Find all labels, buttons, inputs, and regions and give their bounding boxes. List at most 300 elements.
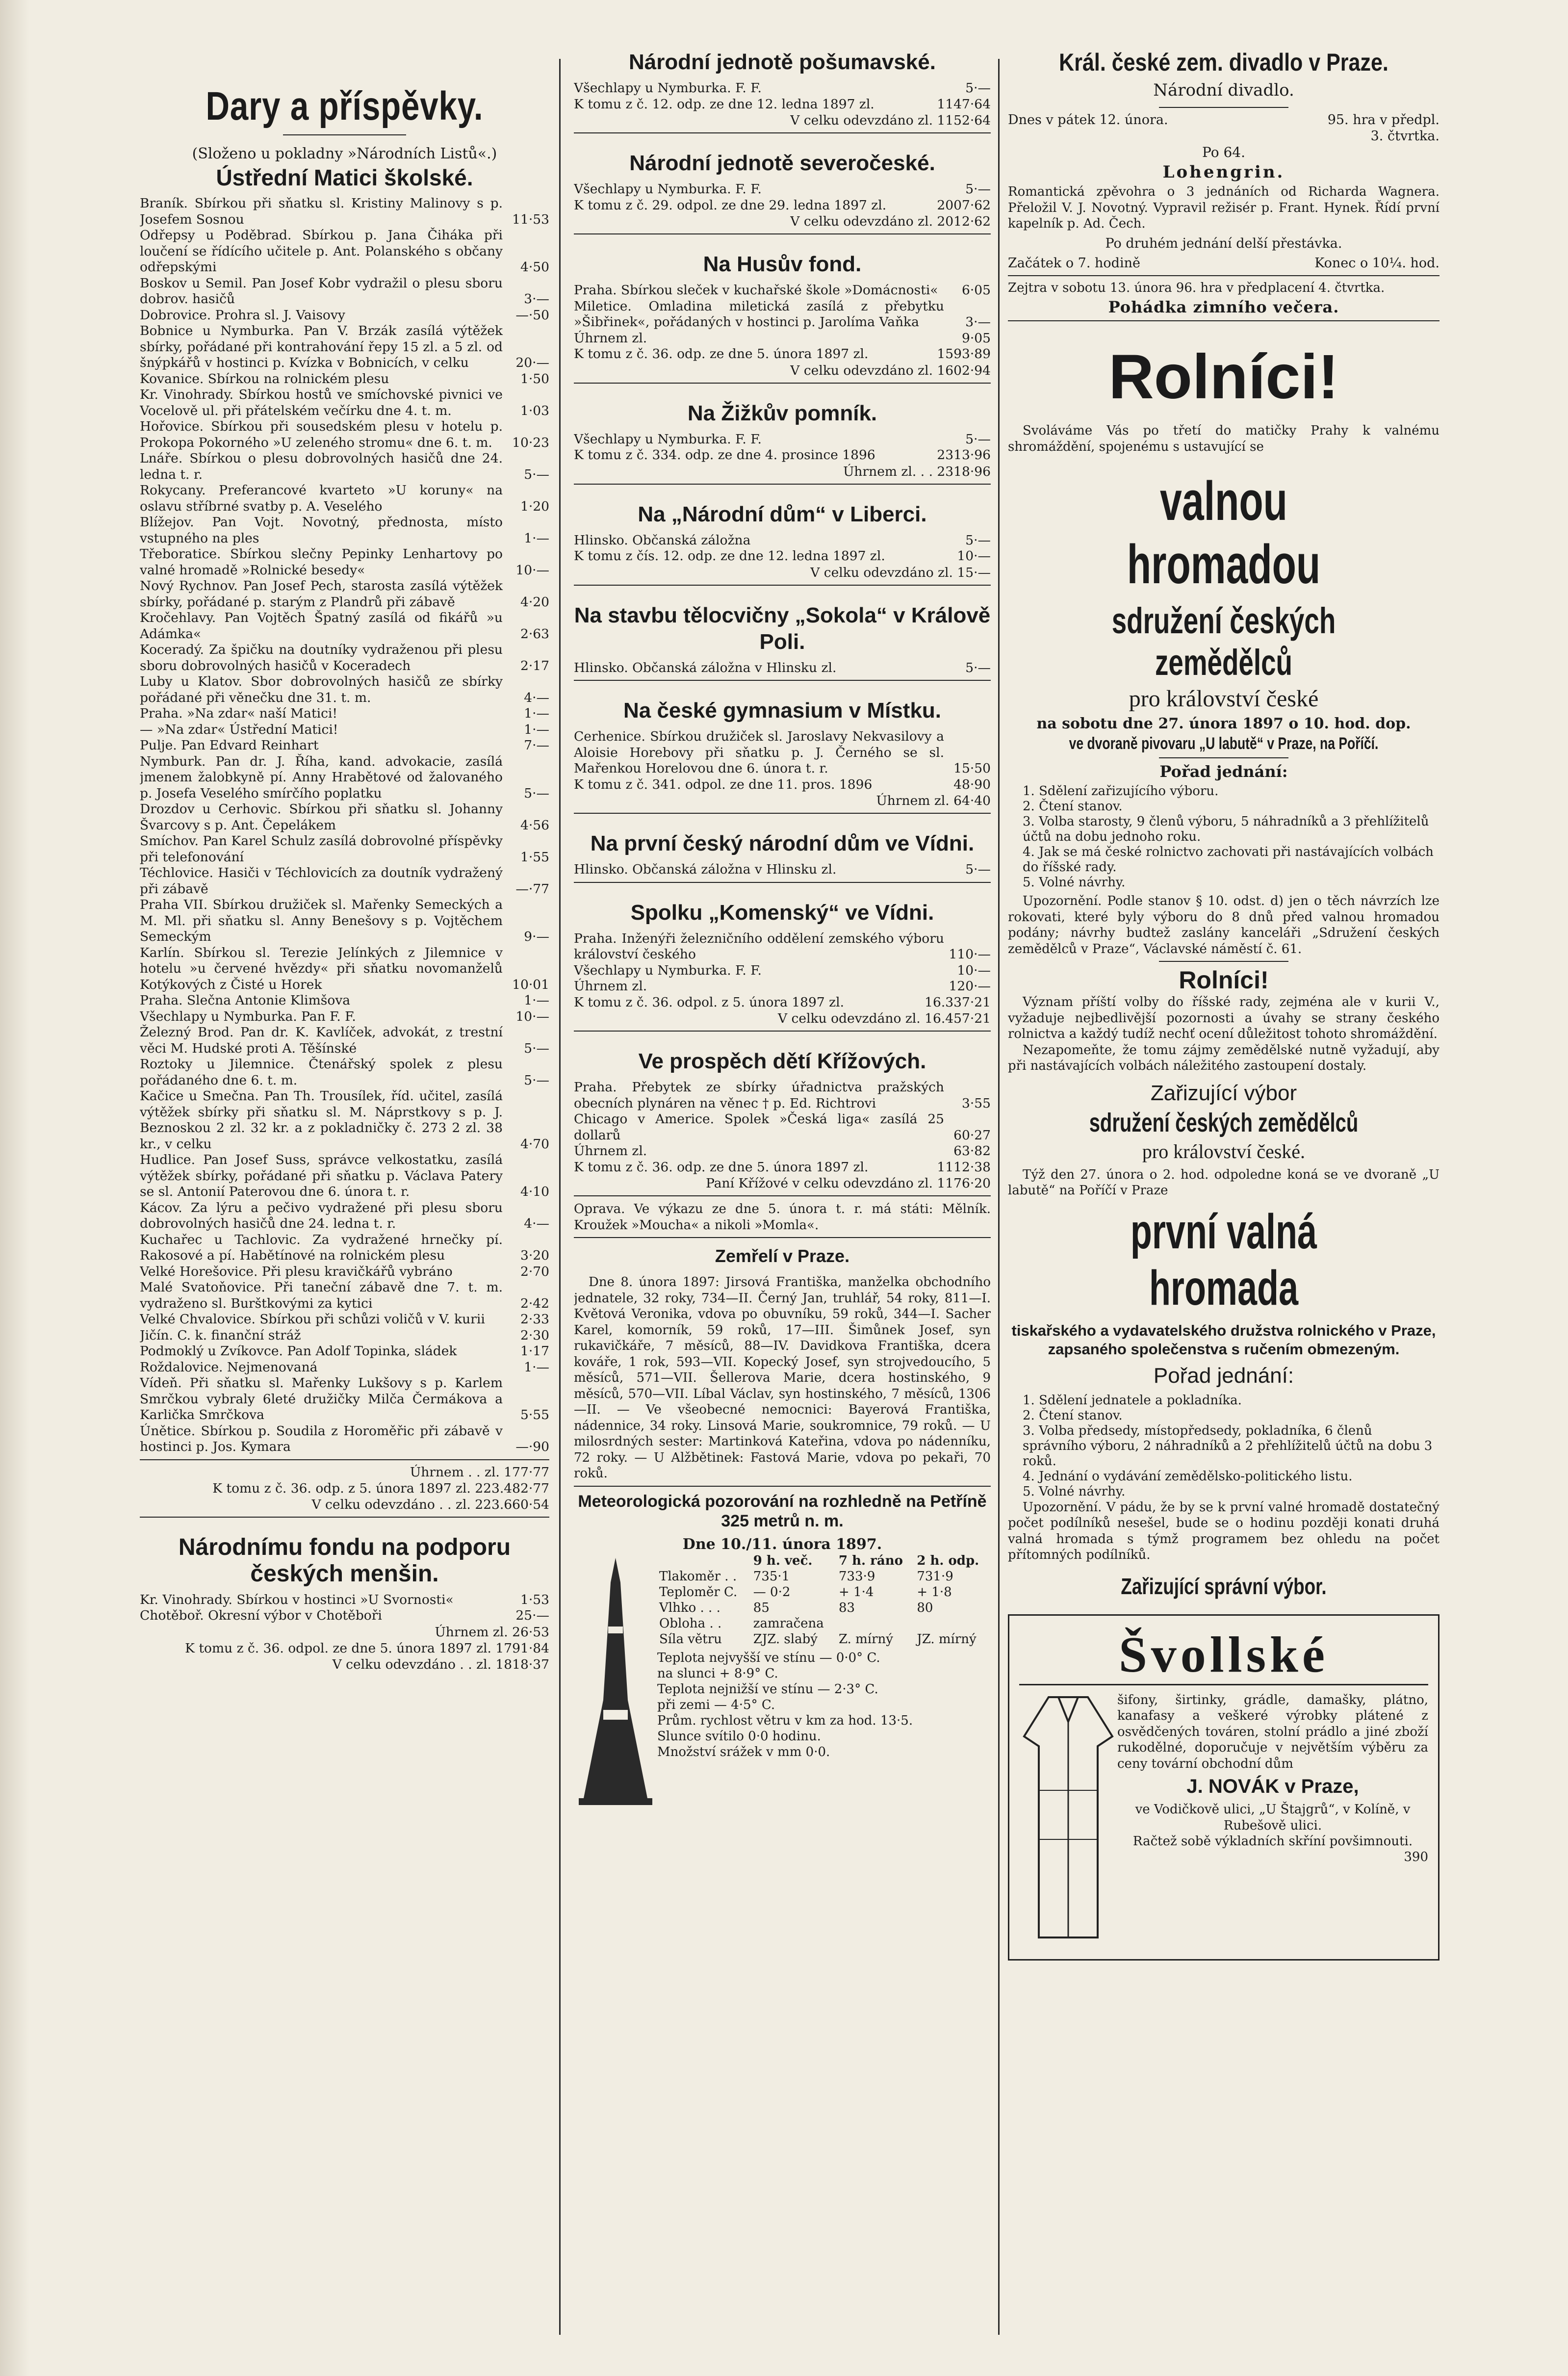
entry-text: Všechlapy u Nymburka. F. F. [574, 181, 762, 197]
fund-title: Na první český národní dům ve Vídni. [590, 831, 975, 855]
donation-entry [140, 1057, 549, 1088]
entry-text: Praha VII. Sbírkou družiček sl. Mařenky Semeckých a M. Ml. při sňatku sl. Anny Benešovy s p. Vojtěchem Semeckým [140, 897, 503, 944]
entry-text: Všechlapy u Nymburka. F. F. [574, 962, 762, 978]
shirt-icon [1019, 1692, 1117, 1947]
donation-entry [574, 331, 991, 347]
donation-entry [140, 1200, 549, 1232]
donation-entry [140, 897, 549, 945]
divider [140, 1517, 549, 1518]
entry-amount: 9·— [524, 929, 549, 944]
entry-amount: —·77 [515, 881, 549, 897]
donation-entry [574, 181, 991, 198]
donation-entry [140, 578, 549, 610]
kingdom-line: pro království české [1129, 686, 1319, 712]
play-note: Po druhém jednání delší přestávka. [1105, 235, 1342, 251]
donation-entry [140, 833, 549, 865]
fund-blocks [574, 49, 991, 1196]
association-headline: sdružení českých zemědělců [1111, 600, 1336, 683]
divider [1159, 107, 1288, 108]
donation-entry [574, 80, 991, 97]
entry-amount: 5·— [965, 80, 991, 96]
donation-entry [140, 387, 549, 419]
meteo-cell: Teploměr C. [659, 1584, 738, 1600]
meteo-cell: Síla větru [659, 1631, 722, 1647]
program-item: 2. Čtení stanov. [1023, 1408, 1123, 1423]
entry-amount: 60·27 [953, 1127, 991, 1143]
entry-text: K tomu z č. 334. odp. ze dne 4. prosince 1896 [574, 447, 875, 463]
meteo-cell: Vlhko . . . [659, 1600, 720, 1615]
entry-amount: 3·— [965, 314, 991, 330]
entry-amount: 2·33 [520, 1312, 549, 1327]
first-meeting-headline: první valná hromada [1130, 1204, 1317, 1316]
entry-text: Úhrnem zl. [574, 330, 647, 346]
donation-entry [574, 1160, 991, 1176]
entry-amount: 4·10 [520, 1184, 549, 1199]
program-item: 4. Jak se má české rolnictvo zachovati při nastávajících volbách do říšské rady. [1023, 845, 1434, 875]
donation-entry [140, 706, 549, 722]
entry-amount: 10·23 [512, 435, 549, 450]
divider [574, 680, 991, 681]
program-item: 4. Jednání o vydávání zemědělsko-politického listu. [1023, 1469, 1353, 1484]
entry-text: Praha. Sbírkou sleček v kuchařské škole »Domácnosti« [574, 283, 938, 298]
divider [574, 132, 991, 133]
novak-advert [1008, 1614, 1439, 1961]
advert-text-wrap [1117, 1692, 1428, 1949]
general-meeting-headline: valnou hromadou [1127, 470, 1321, 595]
entry-text: Nymburk. Pan dr. J. Říha, kand. advokacie, zasílá jmenem žalobkyně pí. Anny Hrabětové od žalovaného p. Josefa Veselého smírčího poplatku [140, 753, 503, 801]
donation-entry [140, 722, 549, 738]
entry-text: Kročehlavy. Pan Vojtěch Špatný zasílá od fikářů »u Adámka« [140, 610, 503, 642]
theater-number: Po 64. [1202, 144, 1245, 160]
theater-date-row [1008, 112, 1439, 144]
divider [574, 1195, 991, 1196]
divider [1159, 757, 1288, 758]
entry-amount: 15·50 [953, 761, 991, 776]
meteo-extra-line: na slunci + 8·9° C. [657, 1666, 778, 1681]
entry-amount: 1·— [524, 530, 549, 546]
program2-list [1008, 1393, 1439, 1499]
divider [1159, 961, 1288, 962]
entry-amount: 5·— [524, 785, 549, 801]
donation-entry [574, 533, 991, 549]
entry-amount: 120·— [949, 979, 991, 994]
play-title: Lohengrin. [1162, 162, 1285, 182]
entry-amount: 1·20 [520, 498, 549, 514]
entry-amount: 1·55 [520, 849, 549, 865]
meteo-extra-line: Teplota nejvyšší ve stínu — 0·0° C. [657, 1650, 880, 1665]
program-list [1008, 784, 1439, 890]
fund-title: Národní jednotě pošumavské. [629, 50, 936, 74]
entry-text: Hudlice. Pan Josef Suss, správce velkostatku, zasílá výtěžek sbírky, pořádané při sňatku p. Václava Patery se sl. Antonií Paterovou dne 6. února t. r. [140, 1152, 503, 1199]
entry-text: Třeboratice. Sbírkou slečny Pepinky Lenhartovy po valné hromadě »Rolnické besedy« [140, 546, 503, 578]
meteo-extra-line: Prům. rychlost větru v km za hod. 13·5. [657, 1713, 913, 1728]
donation-entry [574, 1080, 991, 1111]
entry-amount: 1·03 [520, 403, 549, 418]
donation-entry [574, 447, 991, 464]
end-time: Konec o 10¼. hod. [1314, 255, 1439, 271]
entry-amount: 2·42 [520, 1295, 549, 1311]
entry-text: Velké Chvalovice. Sbírkou při schůzi voličů v V. kurii [140, 1312, 485, 1327]
donation-entry [574, 97, 991, 113]
entry-amount: 2·17 [520, 658, 549, 673]
donation-entry [140, 801, 549, 833]
entry-text: Hlinsko. Občanská záložna v Hlinsku zl. [574, 862, 837, 877]
sum-line: K tomu z č. 36. odpol. ze dne 5. února 1897 zl. 1791·84 [185, 1640, 549, 1656]
divider [574, 383, 991, 384]
entry-amount: 1·53 [520, 1592, 549, 1607]
entry-amount: 4·50 [520, 259, 549, 275]
entry-text: Boskov u Semil. Pan Josef Kobr vydražil o plesu sboru dobrov. hasičů [140, 275, 503, 307]
donation-entry [140, 738, 549, 754]
fund-sum: V celku odevzdáno zl. 2012·62 [790, 214, 991, 229]
meteo-extra-line: při zemi — 4·5° C. [657, 1697, 775, 1712]
donation-entry [140, 419, 549, 451]
donation-entry [140, 451, 549, 483]
entry-text: Karlín. Sbírkou sl. Terezie Jelínkých z Jilemnice v hotelu »u červené hvězdy« při sňatku novomanželů Kotýkových z Čisté u Horek [140, 945, 503, 992]
fund-title: Na „Národní dům“ v Liberci. [638, 502, 927, 526]
entry-text: Kačice u Smečna. Pan Th. Trousílek, říd. učitel, zasílá výtěžek sbírky při sňatku sl. M. Náprstkovy s p. J. Beznoskou 2 zl. 32 kr. a z pokladničky č. 273 2 zl. 38 kr., v celku [140, 1088, 503, 1152]
entry-text: Všechlapy u Nymburka. F. F. [574, 431, 762, 447]
entry-amount: 4·— [524, 1216, 549, 1231]
tower-illustration [574, 1553, 657, 1810]
entry-amount: —·90 [515, 1439, 549, 1454]
entry-amount: 1147·64 [937, 96, 991, 112]
entry-amount: 3·— [524, 291, 549, 307]
donation-entry [140, 1608, 549, 1624]
fund-sum: V celku odevzdáno zl. 16.457·21 [777, 1011, 991, 1026]
association-signature: sdružení českých zemědělců [1089, 1108, 1359, 1137]
fund-sum: Paní Křížové v celku odevzdáno zl. 1176·20 [706, 1176, 991, 1191]
donation-entry [140, 1328, 549, 1344]
meteo-row [657, 1584, 991, 1600]
entry-text: Velké Horešovice. Při plesu kravičkářů vybráno [140, 1264, 453, 1279]
entry-amount: 2007·62 [937, 197, 991, 213]
donation-entry [574, 979, 991, 995]
advert-number: 390 [1404, 1849, 1428, 1864]
donation-entry [574, 299, 991, 331]
fund-title: Na Žižkův pomník. [687, 401, 877, 425]
fund-title: Spolku „Komenský“ ve Vídni. [630, 900, 934, 925]
donation-entry [574, 963, 991, 979]
fund-title: Na stavbu tělocvičny „Sokola“ v Králově Poli. [574, 603, 991, 654]
theater-date: Dnes v pátek 12. února. [1008, 112, 1168, 128]
meteo-cell [837, 1616, 915, 1631]
entry-amount: 5·55 [520, 1407, 549, 1422]
meteo-head-cell [657, 1553, 751, 1569]
entry-text: Chicago v Americe. Spolek »Česká liga« zasílá 25 dollarů [574, 1111, 944, 1143]
entry-amount: 5·— [965, 431, 991, 447]
meteo-row [657, 1569, 991, 1584]
deaths-text: Dne 8. února 1897: Jirsová Františka, manželka obchodního jednatele, 32 roky, 734—II. Černý Jan, truhlář, 54 roky, 811—I. Květová Veronika, vdova po obuvníku, 59 roků, 344—I. Sacher Karel, komorník, 59 roků, 17—III. Šimůnek Josef, syn rukavičkáře, 7 měsíců, 88—IV. Davidkova Františka, dcera kováře, 1 rok, 593—VII. Kopecký Josef, syn strojvedoucího, 5 měsíců, 571—VII. Šellerova Marie, dcera hostinského, 9 měsíců, 570—VII. Líbal Václav, syn hostinského, 7 měsíců, 1306—II. — Ve všeobecné nemocnici: Bayerová Františka, nádennice, 34 roky. Linsová Marie, soukromnice, 79 roků. — U milosrdných sester: Martinková Kateřina, vdova po nádenníku, 72 roky. — U Alžbětinek: Fastová Marie, vdova po pekaři, 70 roků. [574, 1275, 991, 1481]
shirt-illustration [1019, 1692, 1117, 1949]
entry-amount: 10·— [957, 548, 991, 564]
notice2-text: Upozornění. V pádu, že by se k první valné hromadě dostatečný počet podílníků nesešel, bude se o hodinu později konati druhá valná hromada s týmž programem bez ohledu na počet přítomných podílníků. [1008, 1499, 1439, 1562]
donation-entry [574, 283, 991, 299]
entry-text: Roždalovice. Nejmenovaná [140, 1359, 318, 1375]
fund-sum: V celku odevzdáno zl. 15·— [810, 565, 991, 580]
entry-text: Koceradý. Za špičku na doutníky vydraženou při plesu sboru dobrovolných hasičů v Koceradech [140, 642, 503, 673]
entry-text: Praha. Inženýři železničního oddělení zemského výboru království českého [574, 930, 944, 962]
entry-text: K tomu z č. 36. odp. ze dne 5. února 1897 zl. [574, 346, 869, 362]
donation-list [140, 1592, 549, 1624]
donation-entry [574, 346, 991, 362]
donation-entry [574, 548, 991, 565]
call-text: Svoláváme Vás po třetí do matičky Prahy k valnému shromáždění, spojenému s ustavující se [1008, 423, 1439, 454]
entry-amount: 10·— [957, 962, 991, 978]
donation-entry [140, 1375, 549, 1423]
meteo-cell: 83 [839, 1600, 855, 1615]
entry-amount: 5·— [965, 532, 991, 548]
entry-text: Kuchařec u Tachlovic. Za vydražené hrnečky pí. Rakosové a pí. Habětínové na rolnickém plesu [140, 1232, 503, 1263]
entry-text: Podmoklý u Zvíkovce. Pan Adolf Topinka, sládek [140, 1343, 457, 1359]
section-title: Národnímu fondu na podporu českých menšin. [178, 1534, 511, 1587]
donation-entry [140, 1280, 549, 1312]
entry-amount: 4·— [524, 690, 549, 705]
entry-text: Blížejov. Pan Vojt. Novotný, přednosta, místo vstupného na ples [140, 515, 503, 546]
program-item: 2. Čtení stanov. [1023, 799, 1123, 814]
meteo-cell: 80 [917, 1600, 933, 1615]
meteo-head-cell: 7 h. ráno [839, 1553, 903, 1568]
entry-text: Kácov. Za lýru a pečivo vydražené při plesu sboru dobrovolných hasičů dne 24. ledna t. r. [140, 1200, 503, 1231]
entry-amount: 5·— [965, 181, 991, 197]
donation-entry [140, 1312, 549, 1328]
meteo-cell: JZ. mírný [917, 1631, 977, 1647]
same-day-text: Týž den 27. února o 2. hod. odpoledne koná se ve dvoraně „U labutě“ na Poříčí v Praze [1008, 1167, 1439, 1198]
divider [574, 813, 991, 814]
divider [1008, 275, 1439, 276]
entry-text: Kovanice. Sbírkou na rolnickém plesu [140, 371, 389, 387]
entry-amount: 4·70 [520, 1136, 549, 1152]
entry-text: Lnáře. Sbírkou o plesu dobrovolných hasičů dne 24. ledna t. r. [140, 451, 503, 482]
meteo-title: Meteorologická pozorování na rozhledně na Petříně 325 metrů n. m. [578, 1492, 987, 1530]
donation-entry [574, 660, 991, 676]
entry-text: K tomu z č. 29. odpol. ze dne 29. ledna 1897 zl. [574, 197, 887, 213]
program-item: 1. Sdělení zařizujícího výboru. [1023, 784, 1219, 799]
farmers-headline: Rolníci! [1108, 342, 1339, 412]
advert-company: J. NOVÁK v Praze, [1186, 1776, 1359, 1797]
fund-title: Na Husův fond. [703, 252, 862, 276]
meteo-row [657, 1631, 991, 1647]
entry-amount: 1·— [524, 1359, 549, 1375]
cooperative-text: tiskařského a vydavatelského družstva rolnického v Praze, zapsaného společenstva s ručením obmezeným. [1011, 1321, 1436, 1358]
column-donations [140, 49, 549, 2345]
page-edge [0, 0, 29, 2376]
entry-text: Rokycany. Preferancové kvarteto »U koruny« na oslavu stříbrné svatby p. A. Veselého [140, 483, 503, 514]
entry-amount: —·50 [515, 307, 549, 323]
meteo-cell: 85 [753, 1600, 770, 1615]
meteo-date: Dne 10./11. února 1897. [682, 1535, 882, 1553]
donation-entry [140, 1264, 549, 1280]
theater-subscription: 95. hra v předpl. 3. čtvrtka. [1327, 112, 1439, 144]
meteo-cell: + 1·4 [839, 1584, 874, 1600]
program-title: Pořad jednání: [1159, 762, 1288, 781]
entry-amount: 48·90 [953, 776, 991, 792]
entry-amount: 3·20 [520, 1248, 549, 1263]
entry-amount: 25·— [515, 1608, 549, 1623]
entry-amount: 5·— [524, 1072, 549, 1088]
correction-note: Oprava. Ve výkazu ze dne 5. února t. r. má státi: Mělník. Kroužek »Moucha« a nikoli »Momla«. [574, 1202, 991, 1233]
entry-text: K tomu z č. 12. odp. ze dne 12. ledna 1897 zl. [574, 96, 874, 112]
donation-entry [140, 1343, 549, 1360]
entry-amount: 2313·96 [937, 447, 991, 463]
donation-entry [140, 1152, 549, 1200]
entry-amount: 6·05 [961, 283, 991, 298]
donation-list [140, 196, 549, 1455]
donation-entry [140, 865, 549, 897]
play-description: Romantická zpěvohra o 3 jednáních od Richarda Wagnera. Přeložil V. J. Novotný. Vypravil režisér p. Frant. Hynek. Řídí první kapelník p. Ad. Čech. [1008, 184, 1439, 231]
meteo-extra-line: Teplota nejnižší ve stínu — 2·3° C. [657, 1681, 878, 1697]
divider [574, 1486, 991, 1487]
entry-amount: 1112·38 [937, 1159, 991, 1175]
column-ads [1008, 49, 1439, 2345]
meteo-row [657, 1600, 991, 1616]
entry-text: Praha. Přebytek ze sbírky úřadnictva pražských obecních plynáren na věnec † p. Ed. Richtrovi [574, 1080, 944, 1111]
meteo-head-cell: 2 h. odp. [917, 1553, 979, 1568]
donation-entry [140, 1025, 549, 1057]
divider [1008, 320, 1439, 321]
donation-entry [574, 862, 991, 878]
donation-entry [574, 198, 991, 214]
entry-text: Cerhenice. Sbírkou družiček sl. Jaroslavy Nekvasilovy a Aloisie Horebovy při sňatku p. J. Černého se sl. Mařenkou Horelovou dne 6. února t. r. [574, 729, 944, 776]
donation-entry [140, 1423, 549, 1455]
fund-sum: Úhrnem zl. 64·40 [876, 793, 991, 808]
board-signature: Zařizující správní výbor. [1121, 1573, 1327, 1599]
sum-line: V celku odevzdáno . . zl. 223.660·54 [311, 1497, 549, 1512]
entry-amount: 63·82 [953, 1143, 991, 1159]
entry-amount: 2·30 [520, 1327, 549, 1343]
donation-entry [140, 993, 549, 1009]
meteo-cell: Z. mírný [839, 1631, 893, 1647]
entry-text: Nový Rychnov. Pan Josef Pech, starosta zasílá výtěžek sbírky, pořádané p. starým z Plandrů při zábavě [140, 578, 503, 610]
advert-address: ve Vodičkově ulici, „U Štajgrů“, v Kolíně, v Rubešově ulici. [1135, 1802, 1411, 1833]
meteo-row [657, 1616, 991, 1631]
meteo-cell: Obloha . . [659, 1616, 722, 1631]
entry-amount: 1593·89 [937, 346, 991, 362]
advert-text: šifony, širtinky, grádle, damašky, plátno, kanafasy a veškeré výrobky plátené z osvědčených továren, stolní prádlo a jiné zboží rukodělné, doporučuje v největším výběru za ceny tovární obchodní dům [1117, 1692, 1428, 1771]
donation-entry [140, 1592, 549, 1608]
entry-amount: 2·70 [520, 1264, 549, 1279]
entry-amount: 2·63 [520, 626, 549, 642]
entry-text: Smíchov. Pan Karel Schulz zasílá dobrovolné příspěvky při telefonování [140, 833, 503, 865]
donations-title: Dary a příspěvky. [206, 84, 484, 129]
advert-request: Račtež sobě výkladních skříní povšimnouti. [1132, 1834, 1413, 1849]
entry-text: Úhrnem zl. [574, 979, 647, 994]
program-item: 3. Volba starosty, 9 členů výboru, 5 náhradníků a 3 přehlížitelů účtů na dobu jednoho roku. [1023, 814, 1429, 844]
meteo-cell: + 1·8 [917, 1584, 952, 1600]
entry-text: K tomu z č. 36. odpol. z 5. února 1897 zl. [574, 994, 845, 1010]
meteo-block [574, 1553, 991, 1810]
entry-amount: 110·— [949, 947, 991, 962]
entry-text: Všechlapy u Nymburka. F. F. [574, 80, 762, 96]
program-item: 3. Volba předsedy, místopředsedy, pokladníka, 6 členů správního výboru, 2 náhradníků a 2 přehlížitelů účtů na dobu 3 roků. [1023, 1423, 1433, 1469]
donation-entry [574, 432, 991, 448]
donation-entry [140, 276, 549, 308]
entry-text: Vídeň. Při sňatku sl. Mařenky Lukšovy s p. Karlem Smrčkou vybraly 6leté družičky Milča Čermákova a Karlička Smrčkova [140, 1375, 503, 1422]
entry-amount: 10·— [515, 562, 549, 578]
entry-amount: 1·— [524, 722, 549, 737]
entry-text: Chotěboř. Okresní výbor v Chotěboři [140, 1608, 382, 1623]
program2-title: Pořad jednání: [1153, 1363, 1294, 1388]
entry-text: Braník. Sbírkou při sňatku sl. Kristiny Malinovy s p. Josefem Sosnou [140, 196, 503, 227]
entry-amount: 10·— [515, 1008, 549, 1024]
meteo-table-wrap [657, 1553, 991, 1810]
entry-amount: 5·— [524, 1040, 549, 1056]
entry-text: Hlinsko. Občanská záložna v Hlinsku zl. [574, 660, 837, 675]
entry-text: Odřepsy u Poděbrad. Sbírkou p. Jana Čiháka při loučení se řídícího učitele p. Ant. Polanského s občany odřepskými [140, 228, 503, 275]
donation-entry [140, 1360, 549, 1376]
meteo-cell: Tlakoměr . . [659, 1569, 737, 1584]
tomorrow-play: Pohádka zimního večera. [1108, 298, 1339, 316]
notice-text: Upozornění. Podle stanov § 10. odst. d) jen o těch návrzích lze rokovati, které byly výboru do 8 dnů před valnou hromadou podány; návrhy budtež zaslány kanceláři „Sdružení českých zemědělců v Praze“, Václavské náměstí č. 61. [1008, 894, 1439, 956]
tomorrow-line: Zejtra v sobotu 13. února 96. hra v předplacení 4. čtvrtka. [1008, 280, 1385, 295]
meteo-cell: ZJZ. slabý [753, 1631, 818, 1647]
entry-text: Malé Svatoňovice. Při taneční zábavě dne 7. t. m. vydraženo sl. Burštkovými za kytici [140, 1280, 503, 1311]
theater-title: Král. české zem. divadlo v Praze. [1059, 49, 1388, 76]
entry-text: Kr. Vinohrady. Sbírkou v hostinci »U Svornosti« [140, 1592, 454, 1607]
column-funds [574, 49, 991, 2345]
fund-sum: V celku odevzdáno zl. 1602·94 [790, 362, 991, 378]
entry-text: Jičín. C. k. finanční stráž [140, 1327, 301, 1343]
entry-text: Železný Brod. Pan dr. K. Kavlíček, advokát, z trestní věci M. Hudské proti A. Těšínské [140, 1025, 503, 1056]
donation-entry [140, 610, 549, 642]
donation-entry [140, 642, 549, 674]
meteo-extra-line: Množství srážek v mm 0·0. [657, 1744, 830, 1759]
entry-text: Kr. Vinohrady. Sbírkou hostů ve smíchovské pivnici ve Vocelově ul. při přátelském večírku dne 4. t. m. [140, 387, 503, 418]
meteo-cell: 731·9 [917, 1569, 953, 1584]
divider [574, 484, 991, 485]
meteo-extra-line: Slunce svítilo 0·0 hodinu. [657, 1729, 821, 1744]
committee-signature: Zařizující výbor [1150, 1081, 1297, 1105]
sum-line: Úhrnem zl. 26·53 [435, 1624, 549, 1640]
theater-subtitle: Národní divadlo. [1153, 80, 1294, 100]
entry-amount: 1·17 [520, 1343, 549, 1359]
meteo-cell: zamračena [753, 1616, 824, 1631]
meteo-table [657, 1553, 991, 1647]
entry-text: K tomu z č. 341. odpol. ze dne 11. pros. 1896 [574, 776, 873, 792]
donation-entry [140, 1009, 549, 1025]
divider [283, 134, 406, 135]
donation-entry [140, 515, 549, 546]
sum-line: V celku odevzdáno . . zl. 1818·37 [332, 1656, 549, 1672]
meteo-cell: — 0·2 [753, 1584, 791, 1600]
divider [574, 1237, 991, 1238]
entry-text: Pulje. Pan Edvard Reinhart [140, 738, 319, 753]
time-row [1008, 255, 1439, 271]
donation-entry [140, 228, 549, 276]
program-item: 5. Volné návrhy. [1023, 1484, 1126, 1499]
entry-amount: 7·— [524, 738, 549, 753]
sum-line: K tomu z č. 36. odp. z 5. února 1897 zl. 223.482·77 [212, 1480, 549, 1496]
petrin-tower-icon [574, 1553, 657, 1808]
donation-entry [140, 1232, 549, 1264]
advert-body [1019, 1692, 1428, 1949]
entry-amount: 3·55 [961, 1095, 991, 1111]
entry-amount: 9·05 [961, 330, 991, 346]
entry-text: Praha. Slečna Antonie Klimšova [140, 993, 351, 1008]
divider [574, 1031, 991, 1032]
entry-amount: 1·— [524, 993, 549, 1008]
meteo-head-cell: 9 h. več. [753, 1553, 813, 1568]
entry-text: Dobrovice. Prohra sl. J. Vaisovy [140, 307, 345, 323]
donation-entry [140, 483, 549, 515]
entry-text: Roztoky u Jilemnice. Čtenářský spolek z plesu pořádaného dne 6. t. m. [140, 1057, 503, 1088]
entry-amount: 5·— [965, 862, 991, 877]
donations-subtitle: (Složeno u pokladny »Národních Listů«.) [192, 145, 497, 162]
entry-amount: 1·— [524, 706, 549, 721]
divider [574, 585, 991, 586]
entry-amount: 4·20 [520, 594, 549, 610]
program-item: 1. Sdělení jednatele a pokladníka. [1023, 1393, 1242, 1408]
